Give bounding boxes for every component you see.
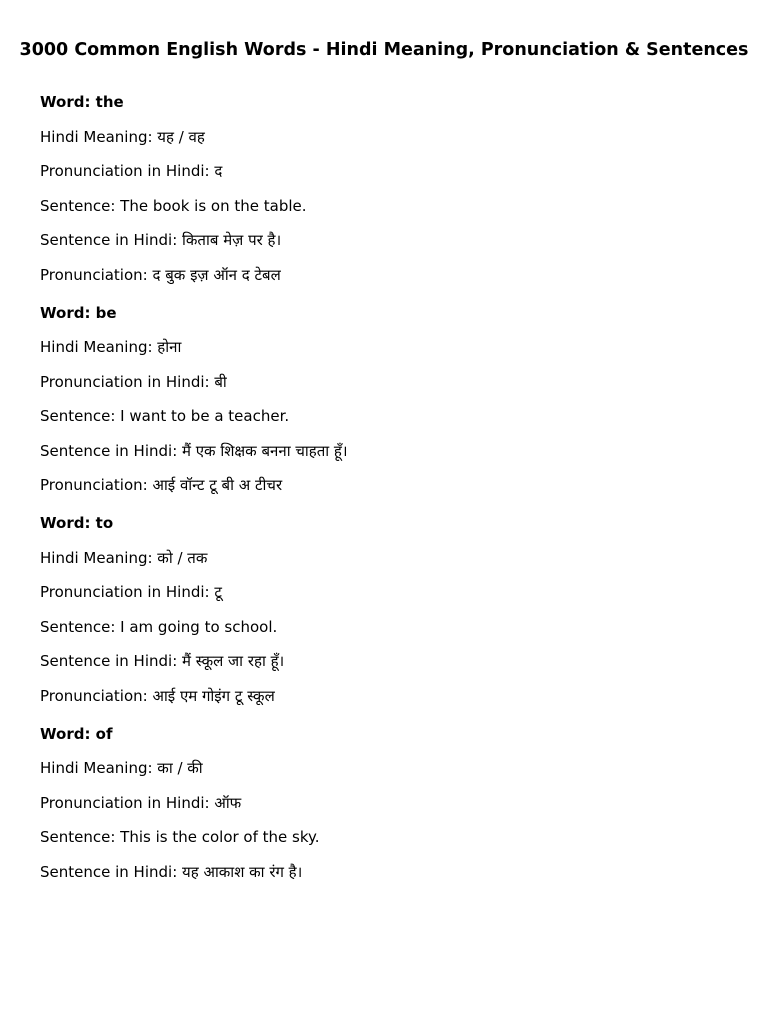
sentence-pronunciation: Pronunciation: आई एम गोइंग टू स्कूल: [40, 686, 275, 705]
sentence-in-hindi: Sentence in Hindi: किताब मेज़ पर है।: [40, 231, 282, 249]
pronunciation-in-hindi: Pronunciation in Hindi: बी: [40, 372, 227, 391]
word-heading: Word: be: [40, 303, 117, 322]
word-entry: [40, 92, 760, 285]
sentence-in-hindi: Sentence in Hindi: मैं स्कूल जा रहा हूँ।: [40, 652, 285, 670]
hindi-meaning: Hindi Meaning: यह / वह: [40, 127, 205, 146]
example-sentence: Sentence: This is the color of the sky.: [40, 828, 320, 846]
sentence-pronunciation: Pronunciation: द बुक इज़ ऑन द टेबल: [40, 265, 281, 284]
word-entries: [40, 92, 760, 900]
example-sentence: Sentence: The book is on the table.: [40, 196, 307, 215]
word-entry: [40, 303, 760, 496]
hindi-meaning: Hindi Meaning: होना: [40, 338, 182, 356]
sentence-pronunciation: Pronunciation: आई वॉन्ट टू बी अ टीचर: [40, 476, 283, 494]
word-entry: [40, 724, 760, 882]
hindi-meaning: Hindi Meaning: को / तक: [40, 548, 208, 567]
word-heading: Word: to: [40, 514, 114, 532]
word-heading: Word: the: [40, 93, 124, 111]
pronunciation-in-hindi: Pronunciation in Hindi: टू: [40, 583, 222, 601]
hindi-meaning: Hindi Meaning: का / की: [40, 759, 203, 777]
pronunciation-in-hindi: Pronunciation in Hindi: द: [40, 162, 223, 180]
example-sentence: Sentence: I want to be a teacher.: [40, 407, 290, 425]
sentence-in-hindi: Sentence in Hindi: मैं एक शिक्षक बनना चाहता हूँ।: [40, 441, 348, 460]
example-sentence: Sentence: I am going to school.: [40, 617, 278, 636]
page-title: 3000 Common English Words - Hindi Meaning, Pronunciation & Sentences: [19, 40, 749, 60]
pronunciation-in-hindi: Pronunciation in Hindi: ऑफ: [40, 793, 242, 812]
word-entry: [40, 513, 760, 706]
sentence-in-hindi: Sentence in Hindi: यह आकाश का रंग है।: [40, 862, 303, 881]
word-heading: Word: of: [40, 724, 113, 743]
